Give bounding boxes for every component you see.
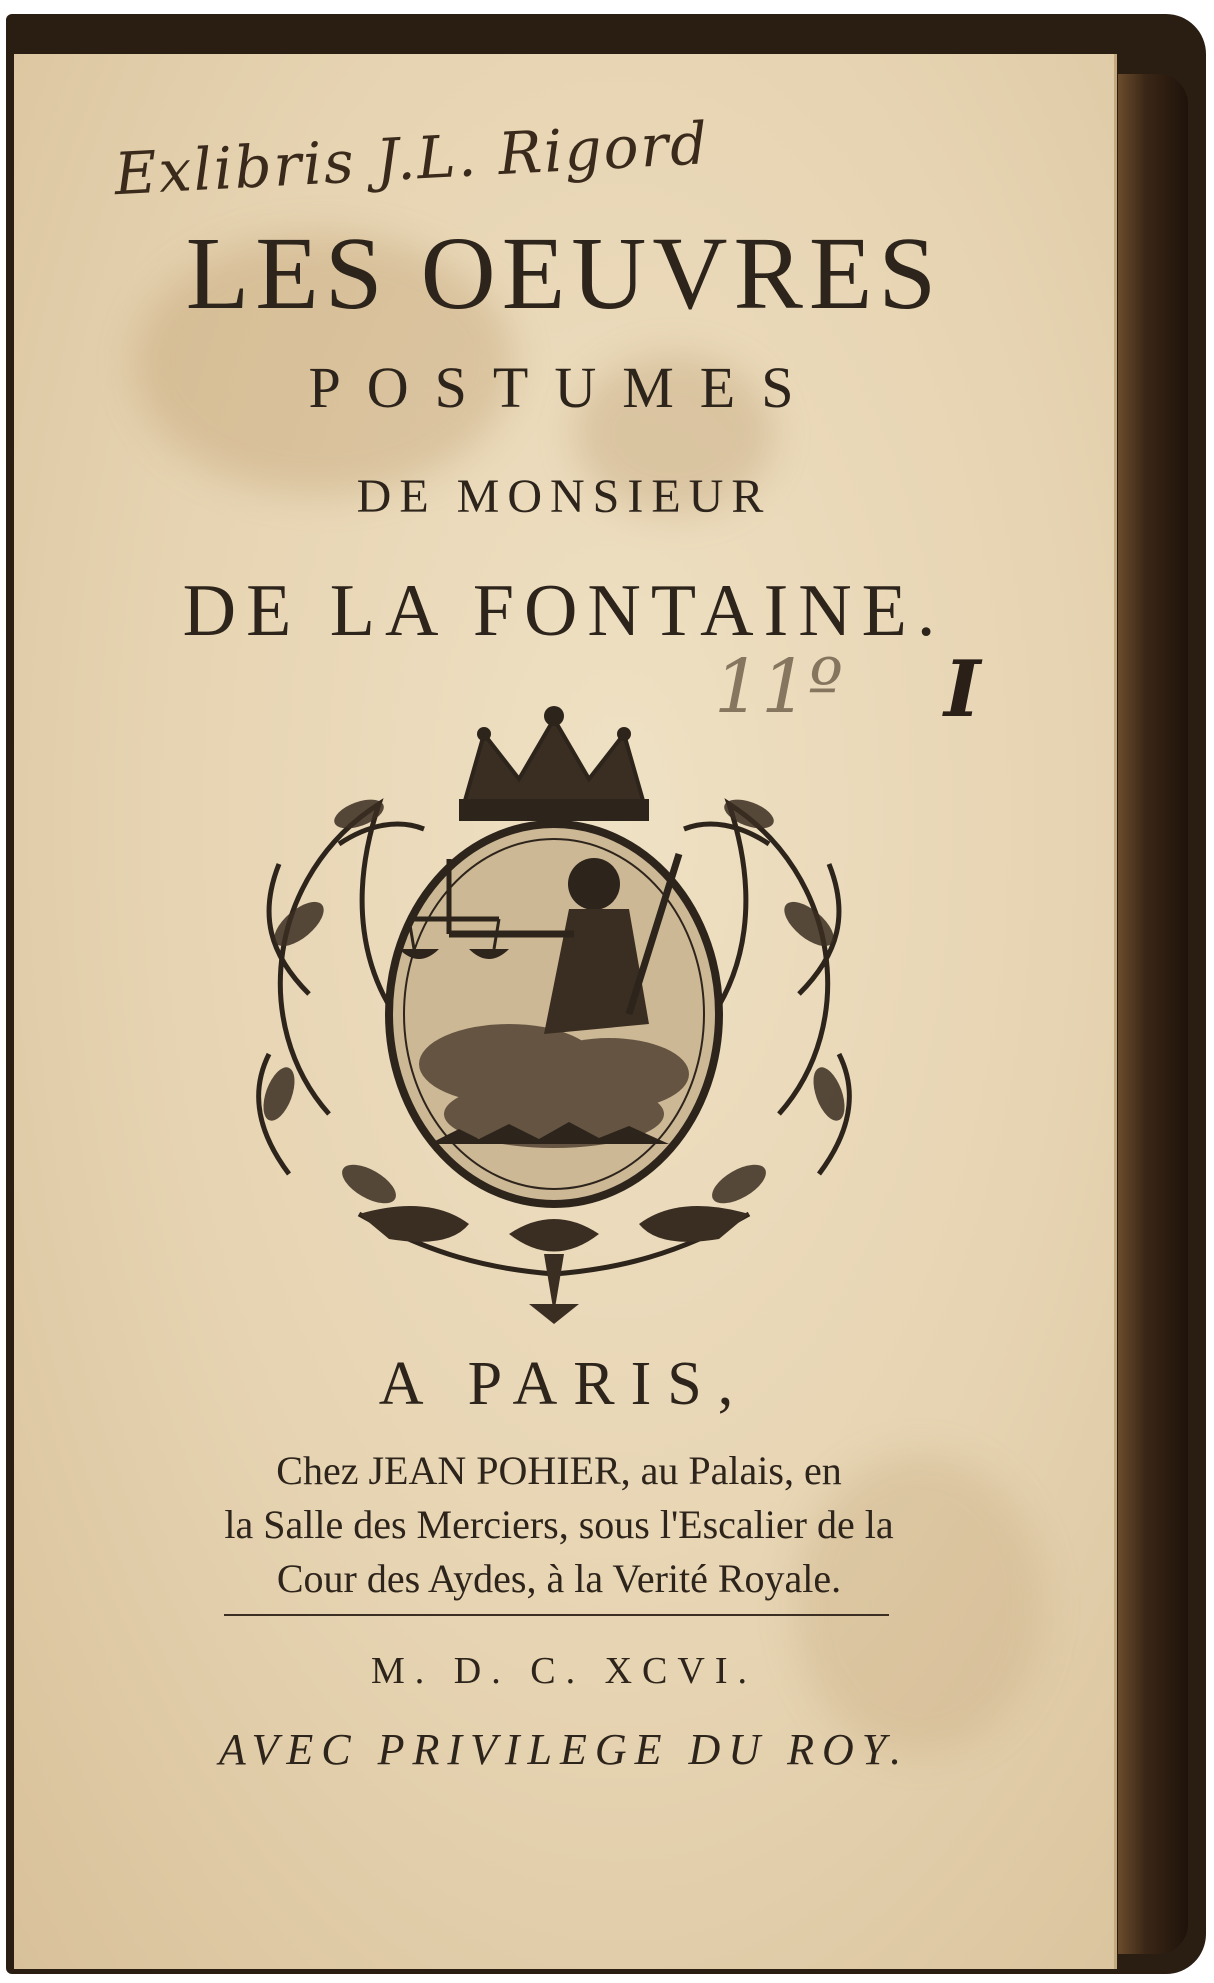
crown bbox=[459, 706, 649, 821]
printers-device-emblem bbox=[209, 694, 899, 1334]
horizontal-rule bbox=[224, 1614, 889, 1616]
volume-mark: I bbox=[944, 644, 981, 735]
imprint-line-1: Chez JEAN POHIER, au Palais, en bbox=[276, 1448, 842, 1493]
base-ornament bbox=[359, 1206, 749, 1324]
title-line-3: DE MONSIEUR bbox=[356, 470, 772, 523]
royal-privilege: AVEC PRIVILEGE DU ROY. bbox=[218, 1725, 910, 1774]
book-page-edge bbox=[1118, 74, 1188, 1954]
imprint-line-3: Cour des Aydes, à la Verité Royale. bbox=[276, 1556, 842, 1601]
imprint-line-2: la Salle des Merciers, sous l'Escalier de la bbox=[224, 1502, 894, 1547]
publication-date: M. D. C. XCVI. bbox=[371, 1650, 757, 1692]
title-line-1: LES OEUVRES bbox=[185, 216, 943, 331]
book bbox=[6, 14, 1206, 1974]
shelfmark: 11º bbox=[714, 644, 843, 730]
imprint-block bbox=[209, 1444, 909, 1606]
imprint-city: A PARIS, bbox=[378, 1350, 750, 1418]
title-line-2: POSTUMES bbox=[308, 355, 820, 420]
title-line-4: DE LA FONTAINE. bbox=[182, 570, 946, 652]
title-page bbox=[14, 54, 1117, 1969]
exlibris-inscription: Exlibris J.L. Rigord bbox=[112, 109, 711, 209]
